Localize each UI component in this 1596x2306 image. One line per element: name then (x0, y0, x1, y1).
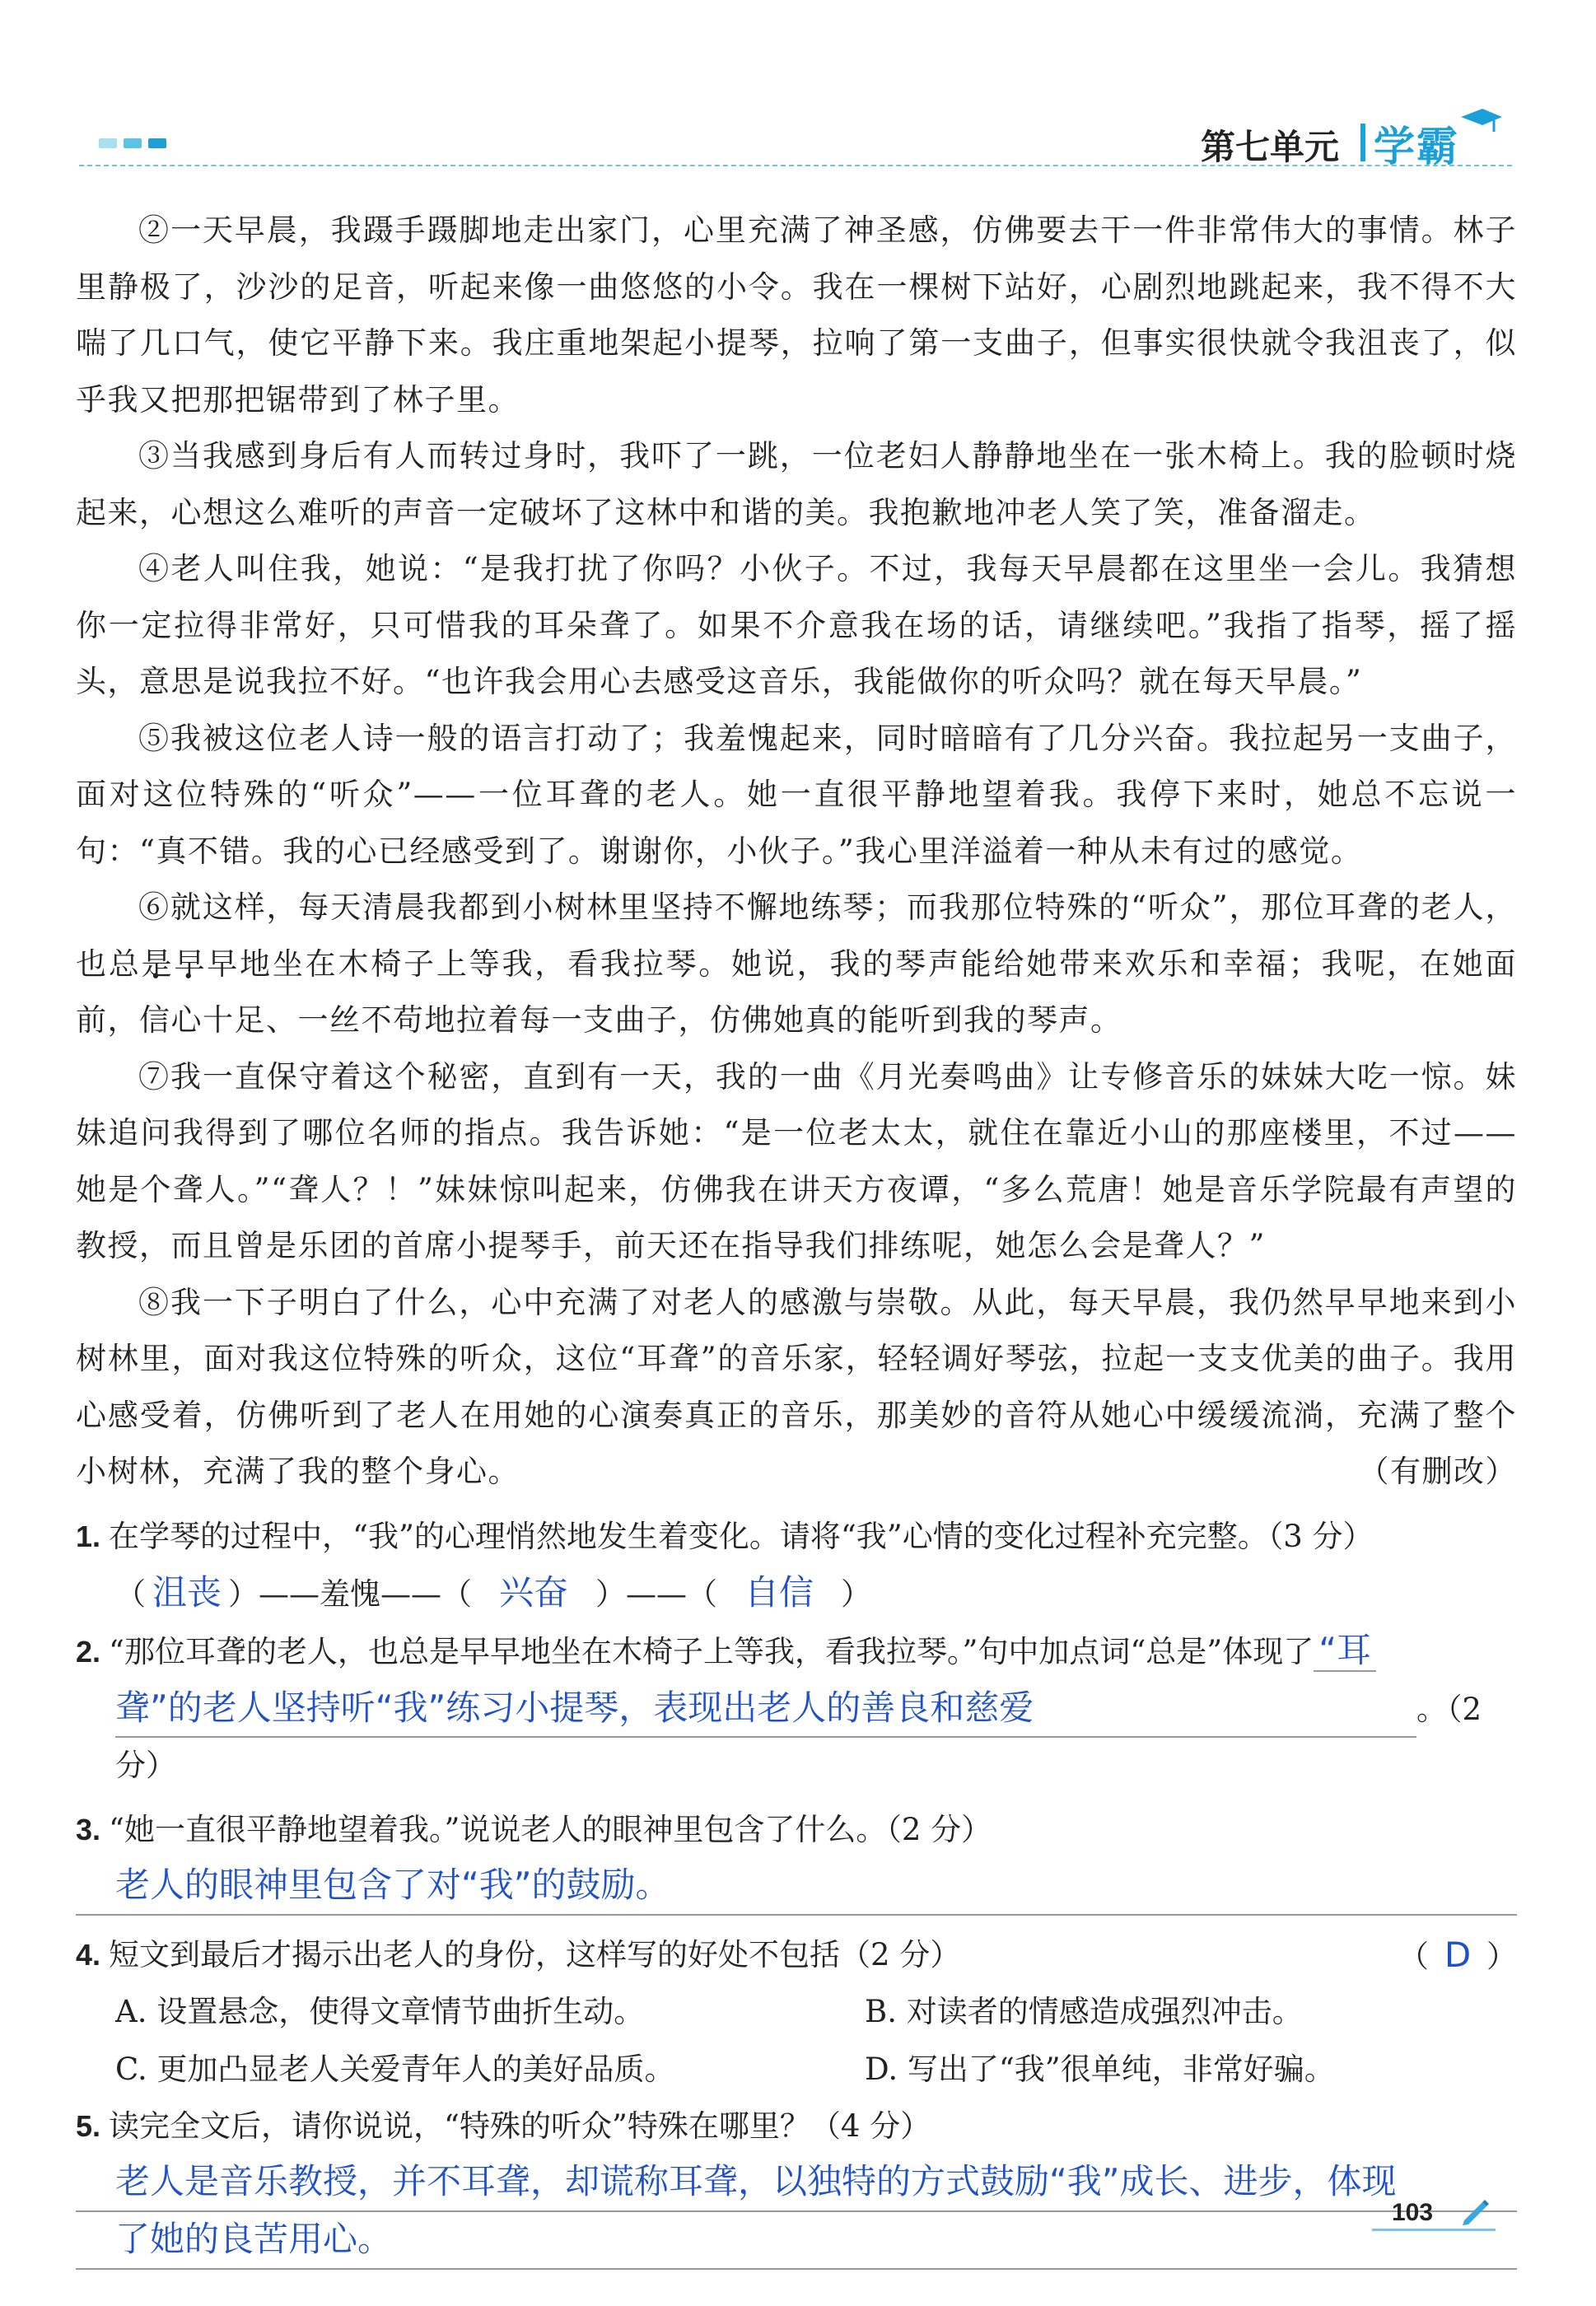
emphasis-char-zong: 总 (108, 945, 142, 982)
paragraph-6-end: 早早地坐在木椅子上等我，看我拉琴。她说，我的琴声能给她带来欢乐和幸福；我呢，在她面前，信心十足、一丝不苟地拉着每一支曲子，仿佛她真的能听到我的琴声。 (76, 945, 1518, 1038)
footer-divider (1372, 2229, 1496, 2231)
paragraph-6 (76, 880, 1517, 1049)
answer-bracket: （ D ） (1398, 1927, 1517, 1985)
paragraph-6-start: ⑥就这样，每天清晨我都到小树林里坚持不懈地练琴；而我那位特殊的“听众”，那位耳聋的老人，也 (76, 889, 1517, 982)
paragraph-7: ⑦我一直保守着这个秘密，直到有一天，我的一曲《月光奏鸣曲》让专修音乐的妹妹大吃一惊。妹妹追问我得到了哪位名师的指点。我告诉她：“是一位老太太，就住在靠近小山的那座楼里，不过——她是个聋人。”“聋人？！”妹妹惊叫起来，仿佛我在讲天方夜谭，“多么荒唐！她是音乐学院最有声望的教授，而且曾是乐团的首席小提琴手，前天还在指导我们排练呢，她怎么会是聋人？” (76, 1058, 1517, 1263)
question-4: 4. 短文到最后才揭示出老人的身份，这样写的好处不包括（2 分） （ D ） (76, 1927, 1517, 1983)
paragraph-3: ③当我感到身后有人而转过身时，我吓了一跳，一位老妇人静静地坐在一张木椅上。我的脸顿时烧起来，心想这么难听的声音一定破坏了这林中和谐的美。我抱歉地冲老人笑了笑，准备溜走。 (76, 438, 1517, 530)
question-1-answer-row: （ 沮丧 ）——羞愧——（ 兴奋 ）——（ 自信 ） (76, 1565, 1517, 1622)
source-note: （有删改） (1358, 1454, 1517, 1489)
question-5-answer-line-2[interactable]: 了她的良苦用心。 (76, 2212, 1517, 2270)
option-a[interactable]: A. 设置悬念，使得文章情节曲折生动。 (115, 1994, 645, 2029)
brand-divider (1360, 124, 1365, 161)
answer-line[interactable]: 聋”的老人坚持听“我”练习小提琴，表现出老人的善良和慈爱 (115, 1680, 1416, 1738)
option-d[interactable]: D. 写出了“我”很单纯，非常好骗。 (865, 2052, 1335, 2087)
answer-blank-3[interactable]: 自信 (744, 1572, 814, 1613)
paragraph-2: ②一天早晨，我蹑手蹑脚地走出家门，心里充满了神圣感，仿佛要去干一件非常伟大的事情。林子里静极了，沙沙的足音，听起来像一曲悠悠的小令。我在一棵树下站好，心剧烈地跳起来，我不得不大喘了几口气，使它平静下来。我庄重地架起小提琴，拉响了第一支曲子，但事实很快就令我沮丧了，似乎我又把那把锯带到了林子里。 (76, 212, 1517, 418)
header-divider (79, 165, 1512, 166)
paragraph-8: ⑧我一下子明白了什么，心中充满了对老人的感激与崇敬。从此，每天早晨，我仍然早早地来到小树林里，面对我这位特殊的听众，这位“耳聋”的音乐家，轻轻调好琴弦，拉起一支支优美的曲子。我用心感受着，仿佛听到了老人在用她的心演奏真正的音乐，那美妙的音符从她心中缓缓流淌，充满了整个小树林，充满了我的整个身心。 (76, 1284, 1517, 1489)
question-text: 读完全文后，请你说说，“特殊的听众”特殊在哪里？（4 分） (109, 2108, 931, 2144)
option-b[interactable]: B. 对读者的情感造成强烈冲击。 (865, 1994, 1303, 2029)
emphasis-char-shi: 是 (141, 945, 175, 982)
brand-logo: 学霸 (1374, 124, 1459, 170)
reading-passage (76, 203, 1517, 1501)
question-3-answer-line[interactable]: 老人的眼神里包含了对“我”的鼓励。 (76, 1858, 1517, 1916)
fixed-word: ——羞愧—— (259, 1576, 441, 1612)
question-2: 2. “那位耳聋的老人，也总是早早地坐在木椅子上等我，看我拉琴。”句中加点词“总是”体现了 “耳 (76, 1622, 1517, 1680)
graduation-cap-icon (1458, 105, 1504, 138)
question-text: “那位耳聋的老人，也总是早早地坐在木椅子上等我，看我拉琴。”句中加点词“总是”体现了 (109, 1634, 1314, 1669)
question-text: “她一直很平静地望着我。”说说老人的眼神里包含了什么。（2 分） (109, 1812, 992, 1847)
page-number: 103 (1392, 2199, 1434, 2226)
choice-options (76, 1983, 1517, 2098)
question-5-answer-line-1[interactable]: 老人是音乐教授，并不耳聋，却谎称耳聋，以独特的方式鼓励“我”成长、进步，体现 (76, 2154, 1517, 2212)
unit-title: 第七单元 (1201, 128, 1340, 166)
question-1 (76, 1509, 1517, 1565)
question-5: 5. 读完全文后，请你说说，“特殊的听众”特殊在哪里？（4 分） (76, 2108, 931, 2144)
choice-answer[interactable]: D (1444, 1935, 1472, 1975)
question-number: 1. (76, 1519, 101, 1553)
question-3: 3. “她一直很平静地望着我。”说说老人的眼神里包含了什么。（2 分） (76, 1812, 992, 1847)
question-2-answer-row: 聋”的老人坚持听“我”练习小提琴，表现出老人的善良和慈爱 。（2 分） (76, 1680, 1517, 1794)
question-text: 在学琴的过程中，“我”的心理悄然地发生着变化。请将“我”心情的变化过程补充完整。（3 分） (109, 1519, 1374, 1554)
paragraph-5: ⑤我被这位老人诗一般的语言打动了；我羞愧起来，同时暗暗有了几分兴奋。我拉起另一支曲子，面对这位特殊的“听众”——一位耳聋的老人。她一直很平静地望着我。我停下来时，她总不忘说一句：“真不错。我的心已经感受到了。谢谢你，小伙子。”我心里洋溢着一种从未有过的感觉。 (76, 720, 1517, 869)
question-text: 短文到最后才揭示出老人的身份，这样写的好处不包括（2 分） (109, 1937, 961, 1972)
answer-blank-2[interactable]: 兴奋 (498, 1572, 568, 1613)
answer-blank-1[interactable]: 沮丧 (152, 1572, 222, 1613)
pencil-icon (1459, 2194, 1492, 2227)
paragraph-4: ④老人叫住我，她说：“是我打扰了你吗？小伙子。不过，我每天早晨都在这里坐一会儿。我猜想你一定拉得非常好，只可惜我的耳朵聋了。如果不介意我在场的话，请继续吧。”我指了指琴，摇了摇头，意思是说我拉不好。“也许我会用心去感受这音乐，我能做你的听众吗？就在每天早晨。” (76, 551, 1517, 699)
header-decoration (99, 138, 166, 148)
option-c[interactable]: C. 更加凸显老人关爱青年人的美好品质。 (115, 2052, 675, 2087)
answer-blank-start[interactable]: “耳 (1314, 1630, 1376, 1672)
question-section (76, 1509, 1517, 2270)
